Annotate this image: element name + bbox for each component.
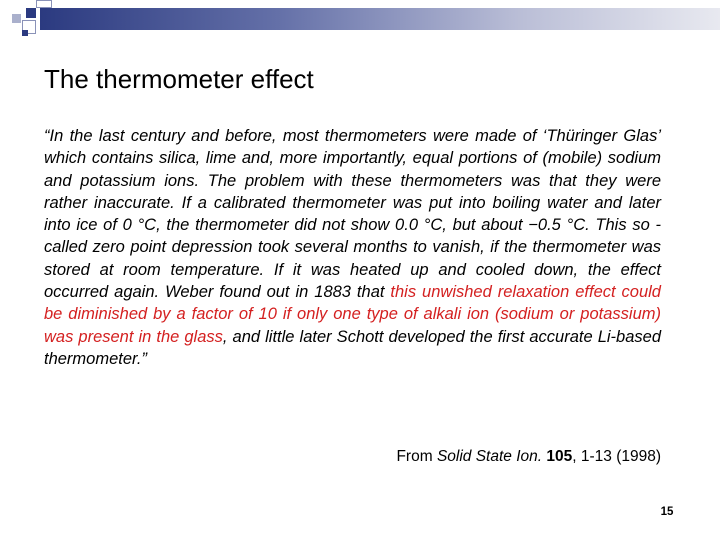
citation <box>396 448 661 466</box>
header-gradient-bar <box>40 8 720 30</box>
quote-text-end: , and little later Schott developed the first accurate Li-based thermometer.” <box>44 327 661 368</box>
page-number: 15 <box>660 506 674 518</box>
header-square-decoration <box>12 14 21 23</box>
quote-text: “In the last century and before, most thermometers were made of ‘Thüringer Glas’ which contains silica, lime and, more importantly, equal portions of (mobile) sodium and potassium ions. The problem with these thermometers was that they were rather inaccurate. If a calibrated thermometer was put into boiling water and later into ice of 0 °C, the thermometer did not show 0.0 °C, but about −0.5 °C. This so -called zero point depression took several months to vanish, if the thermometer was stored at room temperature. If it was heated up and cooled down, the effect occurred again. Weber found out in 1883 that <box>44 127 661 302</box>
header-square-decoration <box>36 0 52 8</box>
citation-journal: Solid State Ion. <box>436 448 543 465</box>
quote-highlighted-text: this unwished relaxation effect could be diminished by a factor of 10 if only one type of alkali ion (sodium or potassium) was present in the glass <box>44 283 661 346</box>
citation-pages-year: , 1-13 (1998) <box>572 448 661 465</box>
citation-volume: 105 <box>546 448 573 465</box>
quote-paragraph <box>44 125 661 370</box>
header-square-decoration <box>22 30 28 36</box>
header-square-decoration <box>26 8 36 18</box>
citation-prefix: From <box>396 448 437 465</box>
slide-title: The thermometer effect <box>44 64 314 94</box>
